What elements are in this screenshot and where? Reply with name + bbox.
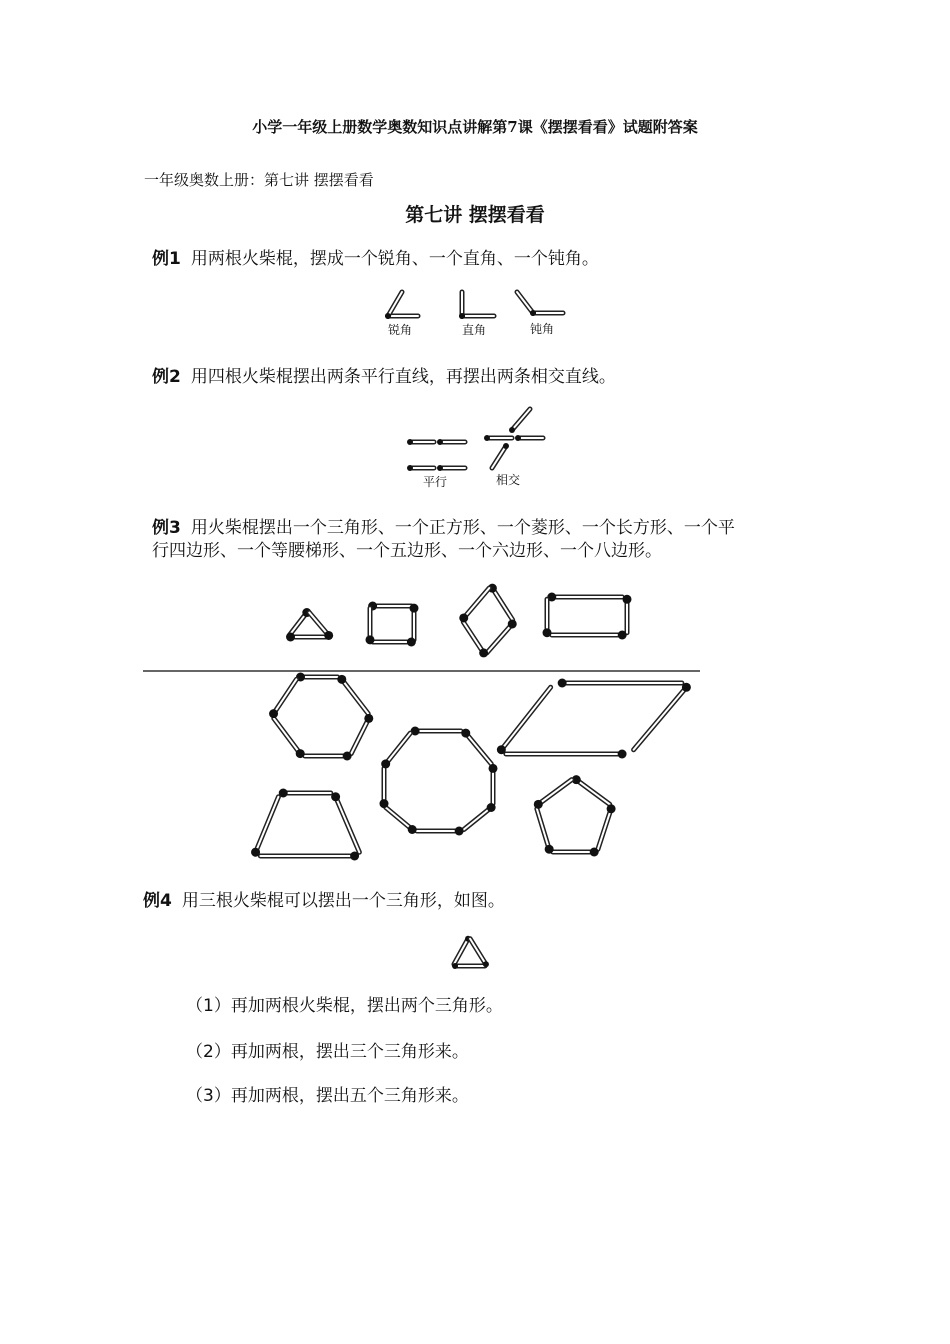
square-match-head bbox=[366, 635, 375, 644]
parallel-match-head bbox=[437, 439, 443, 445]
hexagon-match-head bbox=[343, 752, 352, 761]
intersect-matchstick-core bbox=[512, 409, 530, 430]
matchstick-layer bbox=[251, 292, 691, 969]
triangle-match-head bbox=[286, 633, 295, 642]
pentagon-match-head bbox=[545, 845, 554, 854]
octagon-matchstick-core bbox=[386, 808, 412, 830]
pentagon-match-head bbox=[534, 800, 543, 809]
intersect-match-head bbox=[503, 443, 509, 449]
octagon-matchstick-core bbox=[466, 733, 492, 764]
parallel-match-head bbox=[407, 439, 413, 445]
pentagon-matchstick-core bbox=[537, 809, 549, 849]
parallelogram-match-head bbox=[558, 679, 567, 688]
parallel-match-head bbox=[437, 465, 443, 471]
right-angle-match-head bbox=[459, 313, 465, 319]
rectangle-match-head bbox=[623, 595, 632, 604]
rhombus-matchstick-core bbox=[487, 624, 513, 653]
parallelogram-match-head bbox=[682, 683, 691, 692]
intersect-match-head bbox=[484, 435, 490, 441]
question-2: （2）再加两根，摆出三个三角形来。 bbox=[186, 1042, 469, 1062]
rhombus-matchstick-core bbox=[492, 588, 512, 620]
square-match-head bbox=[410, 604, 419, 613]
example-1-text: 用两根火柴棍，摆成一个锐角、一个直角、一个钝角。 bbox=[190, 249, 599, 269]
rhombus-match-head bbox=[508, 619, 517, 628]
octagon-matchstick-core bbox=[464, 808, 491, 830]
pentagon-match-head bbox=[607, 804, 616, 813]
label-intersect: 相交 bbox=[496, 473, 521, 487]
lecture-title: 第七讲 摆摆看看 bbox=[405, 204, 545, 226]
pentagon-matchstick-core bbox=[538, 780, 571, 805]
octagon-match-head bbox=[461, 729, 470, 738]
intersect-matchstick-core bbox=[492, 446, 506, 468]
rhombus-match-head bbox=[459, 613, 468, 622]
example-3-label: 例3 bbox=[152, 518, 181, 538]
parallelogram-matchstick-core bbox=[501, 687, 550, 749]
pentagon-matchstick-core bbox=[576, 780, 609, 805]
hexagon-matchstick-core bbox=[274, 679, 297, 713]
label-acute-angle: 锐角 bbox=[388, 323, 413, 337]
octagon-match-head bbox=[408, 825, 417, 834]
parallelogram-match-head bbox=[497, 745, 506, 754]
example4-triangle-match-head bbox=[483, 961, 489, 967]
hexagon-matchstick-core bbox=[351, 718, 369, 753]
example-2-text: 用四根火柴棍摆出两条平行直线，再摆出两条相交直线。 bbox=[190, 367, 616, 387]
rhombus-matchstick-core bbox=[463, 622, 483, 653]
example-3-text-1: 用火柴棍摆出一个三角形、一个正方形、一个菱形、一个长方形、一个平 bbox=[190, 518, 735, 538]
octagon-match-head bbox=[455, 827, 464, 836]
obtuse-angle-match-head bbox=[530, 310, 536, 316]
label-parallel: 平行 bbox=[423, 475, 448, 489]
octagon-match-head bbox=[489, 764, 498, 773]
octagon-match-head bbox=[380, 799, 389, 808]
rectangle-match-head bbox=[618, 631, 627, 640]
trapezoid-matchstick-core bbox=[256, 797, 279, 852]
example4-triangle-matchstick-core bbox=[454, 939, 468, 965]
label-obtuse-angle: 钝角 bbox=[530, 322, 555, 336]
square-match-head bbox=[407, 638, 416, 647]
obtuse-angle-matchstick-core bbox=[517, 292, 533, 313]
document-subtitle: 一年级奥数上册：第七讲 摆摆看看 bbox=[144, 171, 374, 189]
hexagon-match-head bbox=[296, 749, 305, 758]
triangle-match-head bbox=[324, 631, 333, 640]
example4-triangle-match-head bbox=[452, 963, 458, 969]
trapezoid-match-head bbox=[350, 852, 359, 861]
hexagon-matchstick-core bbox=[342, 679, 368, 713]
hexagon-match-head bbox=[364, 714, 373, 723]
example-1-label: 例1 bbox=[152, 249, 181, 269]
label-right-angle: 直角 bbox=[462, 323, 487, 337]
trapezoid-match-head bbox=[251, 848, 260, 857]
pentagon-matchstick-core bbox=[598, 809, 611, 849]
example-2-label: 例2 bbox=[152, 367, 181, 387]
parallelogram-matchstick-core bbox=[634, 687, 687, 749]
hexagon-matchstick-core bbox=[274, 718, 300, 753]
question-1: （1）再加两根火柴棍，摆出两个三角形。 bbox=[186, 996, 503, 1016]
example-4-label: 例4 bbox=[143, 891, 172, 911]
example-4-text: 用三根火柴棍可以摆出一个三角形，如图。 bbox=[181, 891, 505, 911]
document-title: 小学一年级上册数学奥数知识点讲解第7课《摆摆看看》试题附答案 bbox=[252, 118, 698, 136]
parallelogram-match-head bbox=[618, 750, 627, 759]
rhombus-matchstick-core bbox=[464, 588, 490, 618]
hexagon-match-head bbox=[337, 675, 346, 684]
acute-angle-match-head bbox=[385, 313, 391, 319]
question-3: （3）再加两根，摆出五个三角形来。 bbox=[186, 1086, 469, 1106]
trapezoid-match-head bbox=[331, 792, 340, 801]
rectangle-match-head bbox=[543, 628, 552, 637]
intersect-match-head bbox=[515, 435, 521, 441]
example-3-text-2: 行四边形、一个等腰梯形、一个五边形、一个六边形、一个八边形。 bbox=[152, 541, 662, 561]
trapezoid-matchstick-core bbox=[336, 797, 360, 852]
intersect-match-head bbox=[509, 427, 515, 433]
parallel-match-head bbox=[407, 465, 413, 471]
rhombus-match-head bbox=[479, 648, 488, 657]
octagon-matchstick-core bbox=[386, 733, 411, 764]
example4-triangle-matchstick-core bbox=[470, 939, 486, 965]
acute-angle-matchstick-core bbox=[388, 292, 402, 316]
pentagon-match-head bbox=[590, 848, 599, 857]
octagon-match-head bbox=[487, 803, 496, 812]
hexagon-match-head bbox=[269, 709, 278, 718]
octagon-match-head bbox=[381, 759, 390, 768]
